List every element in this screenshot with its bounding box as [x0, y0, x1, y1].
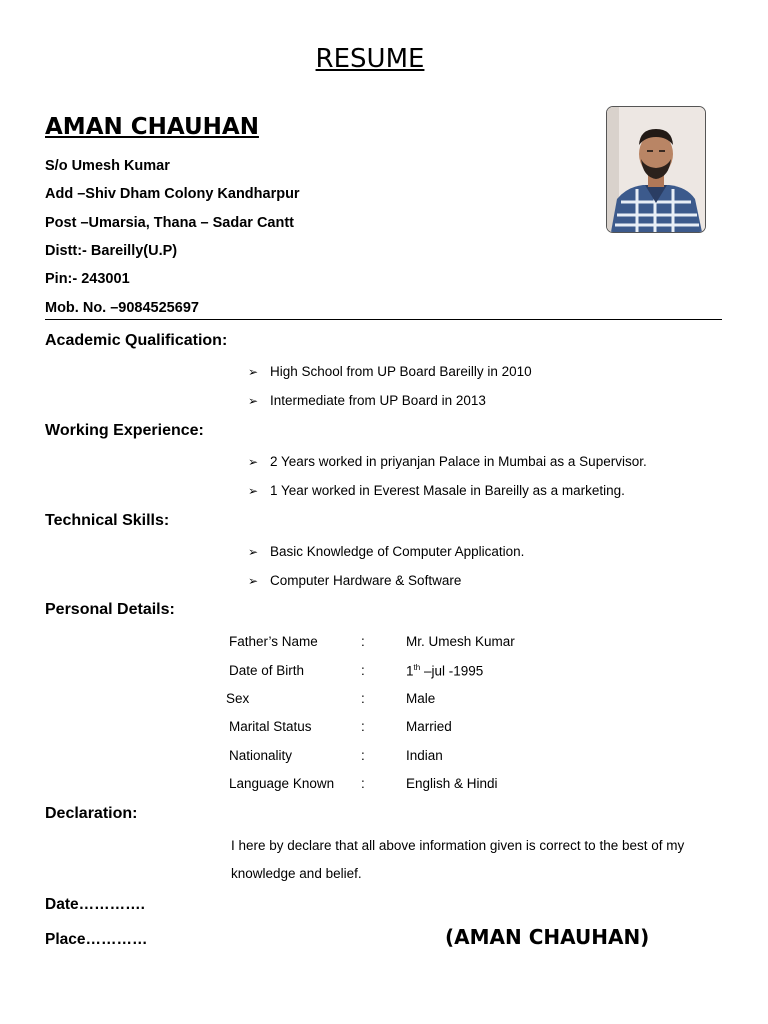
detail-separator: : — [361, 748, 365, 763]
list-item — [248, 393, 486, 408]
dob-rest: –jul -1995 — [420, 663, 484, 679]
detail-separator: : — [361, 634, 365, 649]
arrow-bullet-icon: ➢ — [248, 545, 259, 559]
detail-label: Father’s Name — [229, 634, 318, 649]
academic-heading: Academic Qualification: — [45, 332, 228, 349]
detail-value: English & Hindi — [406, 776, 498, 791]
resume-title: RESUME — [315, 44, 425, 74]
arrow-bullet-icon: ➢ — [248, 365, 259, 379]
detail-label: Nationality — [229, 748, 293, 763]
list-item-text: Basic Knowledge of Computer Application. — [270, 544, 525, 559]
experience-heading: Working Experience: — [45, 422, 204, 439]
detail-label: Marital Status — [229, 719, 312, 734]
detail-label: Date of Birth — [229, 663, 305, 678]
detail-separator: : — [361, 691, 365, 706]
detail-value: Married — [406, 719, 452, 734]
list-item-text: Computer Hardware & Software — [270, 573, 462, 588]
list-item — [248, 454, 647, 469]
list-item-text: 1 Year worked in Everest Masale in Bareilly as a marketing. — [270, 483, 625, 498]
detail-label: Language Known — [229, 776, 335, 791]
post-thana-line: Post –Umarsia, Thana – Sadar Cantt — [45, 215, 294, 231]
dob-day: 1 — [406, 663, 414, 679]
list-item-text: High School from UP Board Bareilly in 2010 — [270, 364, 532, 379]
detail-separator: : — [361, 663, 365, 678]
detail-value: Indian — [406, 748, 443, 763]
detail-value: Mr. Umesh Kumar — [406, 634, 515, 649]
personal-heading: Personal Details: — [45, 601, 175, 618]
detail-separator: : — [361, 719, 365, 734]
pin-line: Pin:- 243001 — [45, 271, 130, 287]
mobile-line: Mob. No. –9084525697 — [45, 300, 199, 316]
detail-label: Sex — [226, 691, 250, 706]
skills-heading: Technical Skills: — [45, 512, 170, 529]
declaration-text: I here by declare that all above information given is correct to the best of my — [231, 838, 685, 853]
arrow-bullet-icon: ➢ — [248, 394, 259, 408]
declaration-text: knowledge and belief. — [231, 866, 362, 881]
list-item — [248, 364, 532, 379]
dob-suffix: th — [413, 663, 421, 672]
candidate-name: AMAN CHAUHAN — [45, 114, 259, 140]
detail-separator: : — [361, 776, 365, 791]
arrow-bullet-icon: ➢ — [248, 455, 259, 469]
list-item-text: Intermediate from UP Board in 2013 — [270, 393, 486, 408]
declaration-heading: Declaration: — [45, 805, 138, 822]
place-label: Place………… — [45, 931, 148, 948]
detail-value — [406, 663, 483, 679]
arrow-bullet-icon: ➢ — [248, 484, 259, 498]
detail-value: Male — [406, 691, 436, 706]
list-item — [248, 544, 524, 559]
arrow-bullet-icon: ➢ — [248, 574, 259, 588]
list-item — [248, 483, 625, 498]
list-item-text: 2 Years worked in priyanjan Palace in Mumbai as a Supervisor. — [270, 454, 647, 469]
address-line: Add –Shiv Dham Colony Kandharpur — [45, 186, 300, 202]
district-line: Distt:- Bareilly(U.P) — [45, 243, 178, 259]
list-item — [248, 573, 461, 588]
parent-name-line: S/o Umesh Kumar — [45, 158, 170, 174]
signature-name: (AMAN CHAUHAN) — [445, 925, 650, 949]
profile-photo — [606, 106, 706, 233]
date-label: Date…………. — [45, 896, 145, 913]
person-photo-icon — [607, 107, 705, 232]
header-divider — [45, 319, 722, 320]
